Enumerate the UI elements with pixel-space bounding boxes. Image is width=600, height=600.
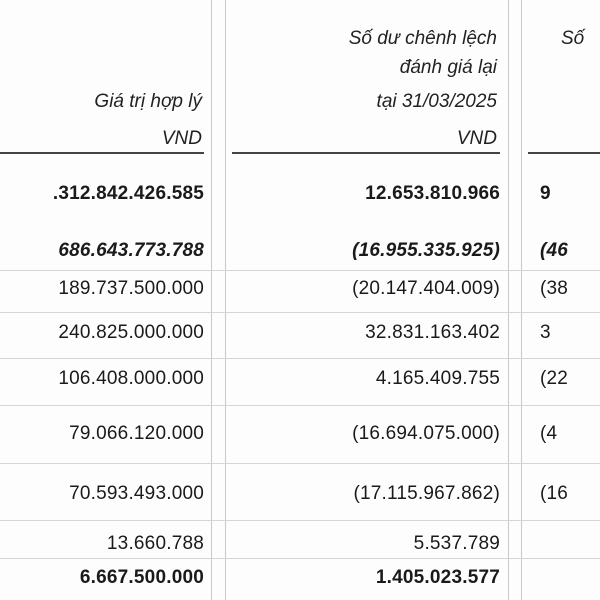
table-row [0,423,600,449]
table-row [0,483,600,509]
header-underline [528,152,600,154]
table-row [0,322,600,348]
next-column-header-partial: Số [561,28,585,49]
fair-value-cell: .312.842.426.585 [52,183,204,204]
row-separator [0,463,600,464]
revaluation-header-line1: Số dư chênh lệch [348,28,497,49]
row-separator [0,558,600,559]
revaluation-cell: (16.694.075.000) [352,423,500,444]
revaluation-unit: VND [456,128,497,149]
fair-value-unit: VND [161,128,202,149]
row-separator [0,312,600,313]
row-separator [0,358,600,359]
revaluation-cell: (17.115.967.862) [353,483,500,504]
fair-value-cell: 6.667.500.000 [79,567,204,588]
fair-value-cell: 70.593.493.000 [69,483,204,504]
revaluation-cell: 12.653.810.966 [365,183,500,204]
fair-value-cell: 686.643.773.788 [58,240,204,261]
next-column-cell: (22 [540,368,569,389]
header-underline [232,152,500,154]
table-row [0,278,600,304]
row-separator [0,405,600,406]
row-separator [0,270,600,271]
row-separator [0,520,600,521]
revaluation-cell: 5.537.789 [413,533,500,554]
fair-value-header: Giá trị hợp lý [94,91,202,112]
next-column-cell: (4 [540,423,558,444]
next-column-cell: (16 [540,483,569,504]
fair-value-cell: 13.660.788 [106,533,204,554]
table-row [0,240,600,266]
next-column-cell: (46 [540,240,569,261]
revaluation-cell: 4.165.409.755 [375,368,500,389]
table-row [0,183,600,209]
next-column-cell: 3 [540,322,551,343]
revaluation-date-header: tại 31/03/2025 [376,91,497,112]
table-row [0,533,600,559]
fair-value-cell: 79.066.120.000 [69,423,204,444]
revaluation-cell: 32.831.163.402 [365,322,500,343]
next-column-cell: 9 [540,183,551,204]
next-column-cell: (38 [540,278,569,299]
revaluation-cell: (20.147.404.009) [352,278,500,299]
fair-value-cell: 189.737.500.000 [58,278,204,299]
revaluation-header-line2: đánh giá lại [399,57,497,78]
fair-value-cell: 240.825.000.000 [58,322,204,343]
revaluation-cell: (16.955.335.925) [352,240,500,261]
header-underline [0,152,204,154]
fair-value-cell: 106.408.000.000 [58,368,204,389]
table-row [0,567,600,593]
revaluation-cell: 1.405.023.577 [375,567,500,588]
table-row [0,368,600,394]
